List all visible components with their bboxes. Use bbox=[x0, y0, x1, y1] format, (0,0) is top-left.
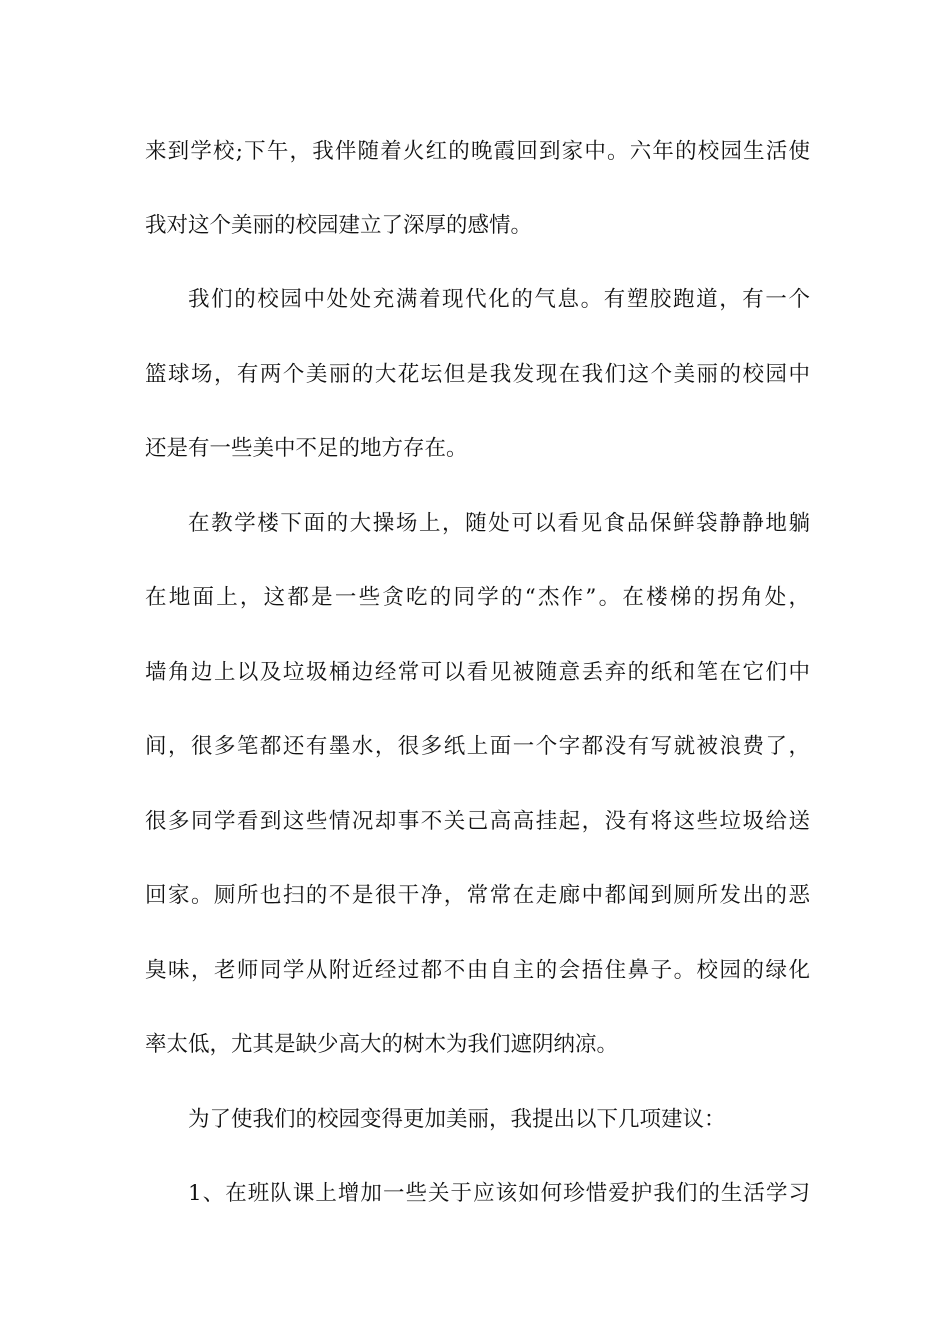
text-line: 我对这个美丽的校园建立了深厚的感情。 bbox=[145, 213, 533, 238]
text-line: 间，很多笔都还有墨水，很多纸上面一个字都没有写就被浪费了， bbox=[145, 734, 810, 759]
text-line: 来到学校;下午，我伴随着火红的晚霞回到家中。六年的校园生活使 bbox=[145, 139, 810, 164]
text-line: 回家。厕所也扫的不是很干净，常常在走廊中都闻到厕所发出的恶 bbox=[145, 883, 810, 908]
text-line: 墙角边上以及垃圾桶边经常可以看见被随意丢弃的纸和笔在它们中 bbox=[145, 660, 810, 685]
text-line: 1、在班队课上增加一些关于应该如何珍惜爱护我们的生活学习 bbox=[188, 1181, 810, 1206]
text-line: 为了使我们的校园变得更加美丽，我提出以下几项建议： bbox=[188, 1107, 726, 1132]
text-line: 率太低，尤其是缺少高大的树木为我们遮阴纳凉。 bbox=[145, 1032, 619, 1057]
text-line: 篮球场，有两个美丽的大花坛但是我发现在我们这个美丽的校园中 bbox=[145, 362, 810, 387]
text-line: 臭味，老师同学从附近经过都不由自主的会捂住鼻子。校园的绿化 bbox=[145, 958, 810, 983]
text-line: 在地面上，这都是一些贪吃的同学的“杰作”。在楼梯的拐角处， bbox=[145, 585, 810, 610]
text-line: 在教学楼下面的大操场上，随处可以看见食品保鲜袋静静地躺 bbox=[188, 511, 810, 536]
text-line: 很多同学看到这些情况却事不关己高高挂起，没有将这些垃圾给送 bbox=[145, 809, 810, 834]
text-line: 还是有一些美中不足的地方存在。 bbox=[145, 436, 468, 461]
text-line: 我们的校园中处处充满着现代化的气息。有塑胶跑道，有一个 bbox=[188, 287, 810, 312]
